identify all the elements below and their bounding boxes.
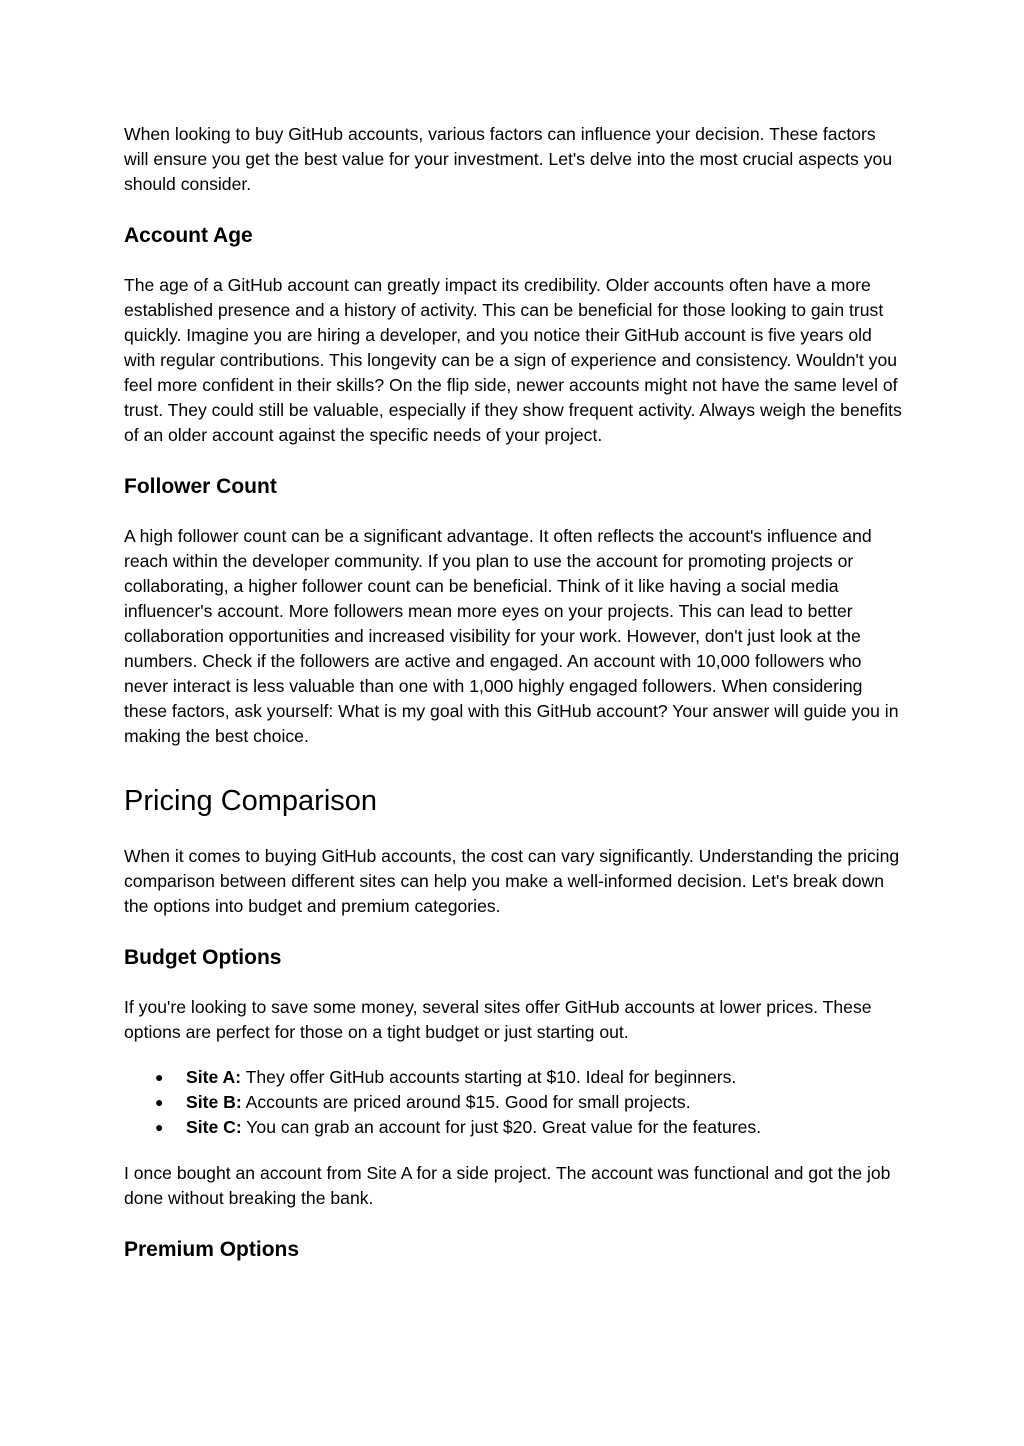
bullet-icon: ● bbox=[155, 1094, 164, 1110]
pricing-comparison-paragraph: When it comes to buying GitHub accounts, the cost can vary significantly. Understanding the pricing comparison between different sites can help you make a well-informed decision. Let's break down the options into budget and premium categories. bbox=[124, 846, 900, 916]
pricing-comparison-heading: Pricing Comparison bbox=[124, 785, 378, 817]
document-page bbox=[124, 122, 904, 1264]
account-age-heading: Account Age bbox=[124, 224, 253, 247]
list-item-label: Site B: bbox=[186, 1092, 242, 1112]
list-item-text: They offer GitHub accounts starting at $10. Ideal for beginners. bbox=[241, 1067, 737, 1087]
follower-count-heading: Follower Count bbox=[124, 475, 277, 498]
intro-paragraph: When looking to buy GitHub accounts, various factors can influence your decision. These factors will ensure you get the best value for your investment. Let's delve into the most crucial aspects you should consider. bbox=[124, 124, 893, 194]
budget-options-list bbox=[124, 1065, 904, 1140]
bullet-icon: ● bbox=[155, 1119, 164, 1135]
follower-count-paragraph: A high follower count can be a significant advantage. It often reflects the account's influence and reach within the developer community. If you plan to use the account for promoting projects or collaborating, a higher follower count can be beneficial. Think of it like having a social media influencer's account. More followers mean more eyes on your projects. This can lead to better collaboration opportunities and increased visibility for your work. However, don't just look at the numbers. Check if the followers are active and engaged. An account with 10,000 followers who never interact is less valuable than one with 1,000 highly engaged followers. When considering these factors, ask yourself: What is my goal with this GitHub account? Your answer will guide you in making the best choice. bbox=[124, 526, 899, 746]
budget-options-outro: I once bought an account from Site A for a side project. The account was functional and got the job done without breaking the bank. bbox=[124, 1163, 891, 1208]
list-item bbox=[124, 1115, 904, 1140]
list-item-label: Site C: bbox=[186, 1117, 242, 1137]
budget-options-intro: If you're looking to save some money, several sites offer GitHub accounts at lower prices. These options are perfect for those on a tight budget or just starting out. bbox=[124, 997, 872, 1042]
premium-options-heading: Premium Options bbox=[124, 1238, 300, 1261]
list-item-text: You can grab an account for just $20. Great value for the features. bbox=[241, 1117, 762, 1137]
list-item-text: Accounts are priced around $15. Good for small projects. bbox=[241, 1092, 691, 1112]
list-item bbox=[124, 1065, 904, 1090]
bullet-icon: ● bbox=[155, 1069, 164, 1085]
list-item bbox=[124, 1090, 904, 1115]
list-item-label: Site A: bbox=[186, 1067, 242, 1087]
budget-options-heading: Budget Options bbox=[124, 946, 282, 969]
account-age-paragraph: The age of a GitHub account can greatly impact its credibility. Older accounts often have a more established presence and a history of activity. This can be beneficial for those looking to gain trust quickly. Imagine you are hiring a developer, and you notice their GitHub account is five years old with regular contributions. This longevity can be a sign of experience and consistency. Wouldn't you feel more confident in their skills? On the flip side, newer accounts might not have the same level of trust. They could still be valuable, especially if they show frequent activity. Always weigh the benefits of an older account against the specific needs of your project. bbox=[124, 275, 902, 445]
